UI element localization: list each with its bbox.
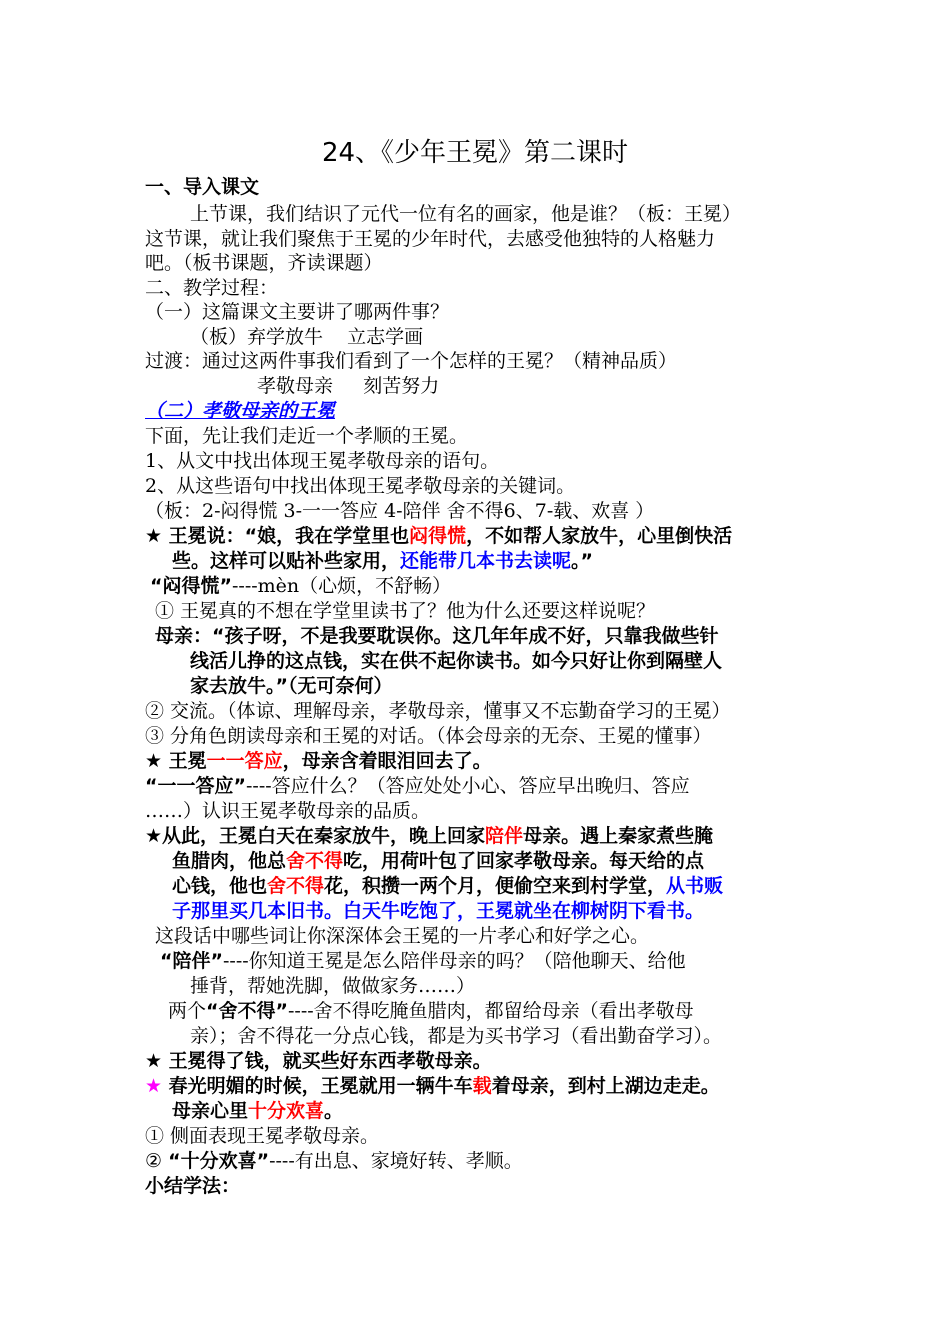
star-icon: ★ bbox=[145, 1075, 163, 1097]
word-note-mendehuang: “闷得慌”----mèn（心烦，不舒畅） bbox=[150, 575, 452, 597]
summary-heading: 小结学法： bbox=[145, 1175, 241, 1197]
numbered-note-4: ① 侧面表现王冕孝敬母亲。 bbox=[145, 1125, 380, 1147]
task-2: 2、从这些语句中找出体现王冕孝敬母亲的关键词。 bbox=[145, 475, 576, 497]
highlight-buy-books-1: 从书贩 bbox=[666, 875, 724, 897]
mother-quote-line-1: 母亲：“孩子呀，不是我要耽误你。这几年年成不好，只靠我做些针 bbox=[155, 625, 719, 647]
word-note-yiyi-line-2: ……）认识王冕孝敬母亲的品质。 bbox=[145, 800, 431, 822]
star-quote-3-line-2: 鱼腊肉，他总舍不得吃，用荷叶包了回家孝敬母亲。每天给的点 bbox=[172, 850, 705, 872]
intro-paragraph-line-1: 上节课，我们结识了元代一位有名的画家，他是谁？（板：王冕） bbox=[190, 203, 742, 225]
keyword-mendehuang: 闷得慌 bbox=[409, 525, 467, 547]
star-quote-3-line-1: ★从此，王冕白天在秦家放牛，晚上回家陪伴母亲。遇上秦家煮些腌 bbox=[145, 825, 714, 847]
star-quote-5-line-2: 母亲心里十分欢喜。 bbox=[172, 1100, 344, 1122]
keyword-yiyi-daying: 一一答应 bbox=[206, 750, 283, 772]
star-quote-3-line-4: 子那里买几本旧书。白天牛吃饱了，王冕就坐在柳树阴下看书。 bbox=[172, 900, 705, 922]
intro-filial: 下面，先让我们走近一个孝顺的王冕。 bbox=[145, 425, 469, 447]
star-quote-1-line-1: ★ 王冕说：“娘，我在学堂里也闷得慌，不如帮人家放牛，心里倒快活 bbox=[145, 525, 733, 547]
star-quote-4: ★ 王冕得了钱，就买些好东西孝敬母亲。 bbox=[145, 1050, 492, 1072]
question-main-events: （一）这篇课文主要讲了哪两件事？ bbox=[145, 301, 450, 323]
star-quote-5-line-1: ★ 春光明媚的时候，王冕就用一辆牛车载着母亲，到村上湖边走走。 bbox=[145, 1075, 720, 1097]
numbered-note-2: ② 交流。（体谅、理解母亲，孝敬母亲，懂事又不忘勤奋学习的王冕） bbox=[145, 700, 731, 722]
keyword-peiban: 陪伴 bbox=[485, 825, 524, 847]
board-note-events: （板）弃学放牛 立志学画 bbox=[190, 326, 424, 348]
word-note-yiyi-line-1: “一一答应”----答应什么？（答应处处小心、答应早出晚归、答应 bbox=[145, 775, 690, 797]
mother-quote-line-2: 线活儿挣的这点钱，实在供不起你读书。如今只好让你到隔壁人 bbox=[190, 650, 723, 672]
board-keywords: （板：2-闷得慌 3-一一答应 4-陪伴 舍不得6、7-载、欢喜 ） bbox=[145, 500, 655, 522]
highlight-read-books: 还能带几本书去读呢 bbox=[400, 550, 572, 572]
lesson-title: 24、《少年王冕》第二课时 bbox=[321, 138, 629, 168]
word-note-shebude-line-2: 亲）；舍不得花一分点心钱，都是为买书学习（看出勤奋学习）。 bbox=[190, 1025, 723, 1047]
mother-quote-line-3: 家去放牛。”（无可奈何） bbox=[190, 675, 393, 697]
board-note-qualities: 孝敬母亲 刻苦努力 bbox=[257, 375, 440, 397]
task-1: 1、从文中找出体现王冕孝敬母亲的语句。 bbox=[145, 450, 500, 472]
section-heading-process: 二、教学过程： bbox=[145, 277, 279, 299]
star-quote-2: ★ 王冕一一答应，母亲含着眼泪回去了。 bbox=[145, 750, 492, 772]
question-deep-feeling: 这段话中哪些词让你深深体会王冕的一片孝心和好学之心。 bbox=[155, 925, 650, 947]
keyword-shebude-1: 舍不得 bbox=[286, 850, 344, 872]
star-quote-1-line-2: 些。这样可以贴补些家用，还能带几本书去读呢。” bbox=[172, 550, 594, 572]
word-note-shebude-line-1: 两个“舍不得”----舍不得吃腌鱼腊肉，都留给母亲（看出孝敬母 bbox=[168, 1000, 694, 1022]
transition-text: 过渡：通过这两件事我们看到了一个怎样的王冕？（精神品质） bbox=[145, 350, 678, 372]
word-note-peiban-line-1: “陪伴”----你知道王冕是怎么陪伴母亲的吗？（陪他聊天、给他 bbox=[160, 950, 686, 972]
numbered-note-3: ③ 分角色朗读母亲和王冕的对话。（体会母亲的无奈、王冕的懂事） bbox=[145, 725, 712, 747]
section-heading-intro: 一、导入课文 bbox=[145, 176, 260, 198]
keyword-shifen-huanxi: 十分欢喜 bbox=[248, 1100, 325, 1122]
numbered-note-1: ① 王冕真的不想在学堂里读书了？他为什么还要这样说呢？ bbox=[155, 600, 656, 622]
intro-paragraph-line-3: 吧。（板书课题，齐读课题） bbox=[145, 252, 383, 274]
intro-paragraph-line-2: 这节课，就让我们聚焦于王冕的少年时代，去感受他独特的人格魅力 bbox=[145, 228, 716, 250]
subsection-heading-filial[interactable]: （二）孝敬母亲的王冕 bbox=[145, 400, 336, 422]
star-quote-3-line-3: 心钱，他也舍不得花，积攒一两个月，便偷空来到村学堂，从书贩 bbox=[172, 875, 724, 897]
word-note-peiban-line-2: 捶背，帮她洗脚，做做家务……） bbox=[190, 975, 476, 997]
numbered-note-5: ② “十分欢喜”----有出息、家境好转、孝顺。 bbox=[145, 1150, 523, 1172]
keyword-zai: 载 bbox=[472, 1075, 492, 1097]
keyword-shebude-2: 舍不得 bbox=[267, 875, 325, 897]
